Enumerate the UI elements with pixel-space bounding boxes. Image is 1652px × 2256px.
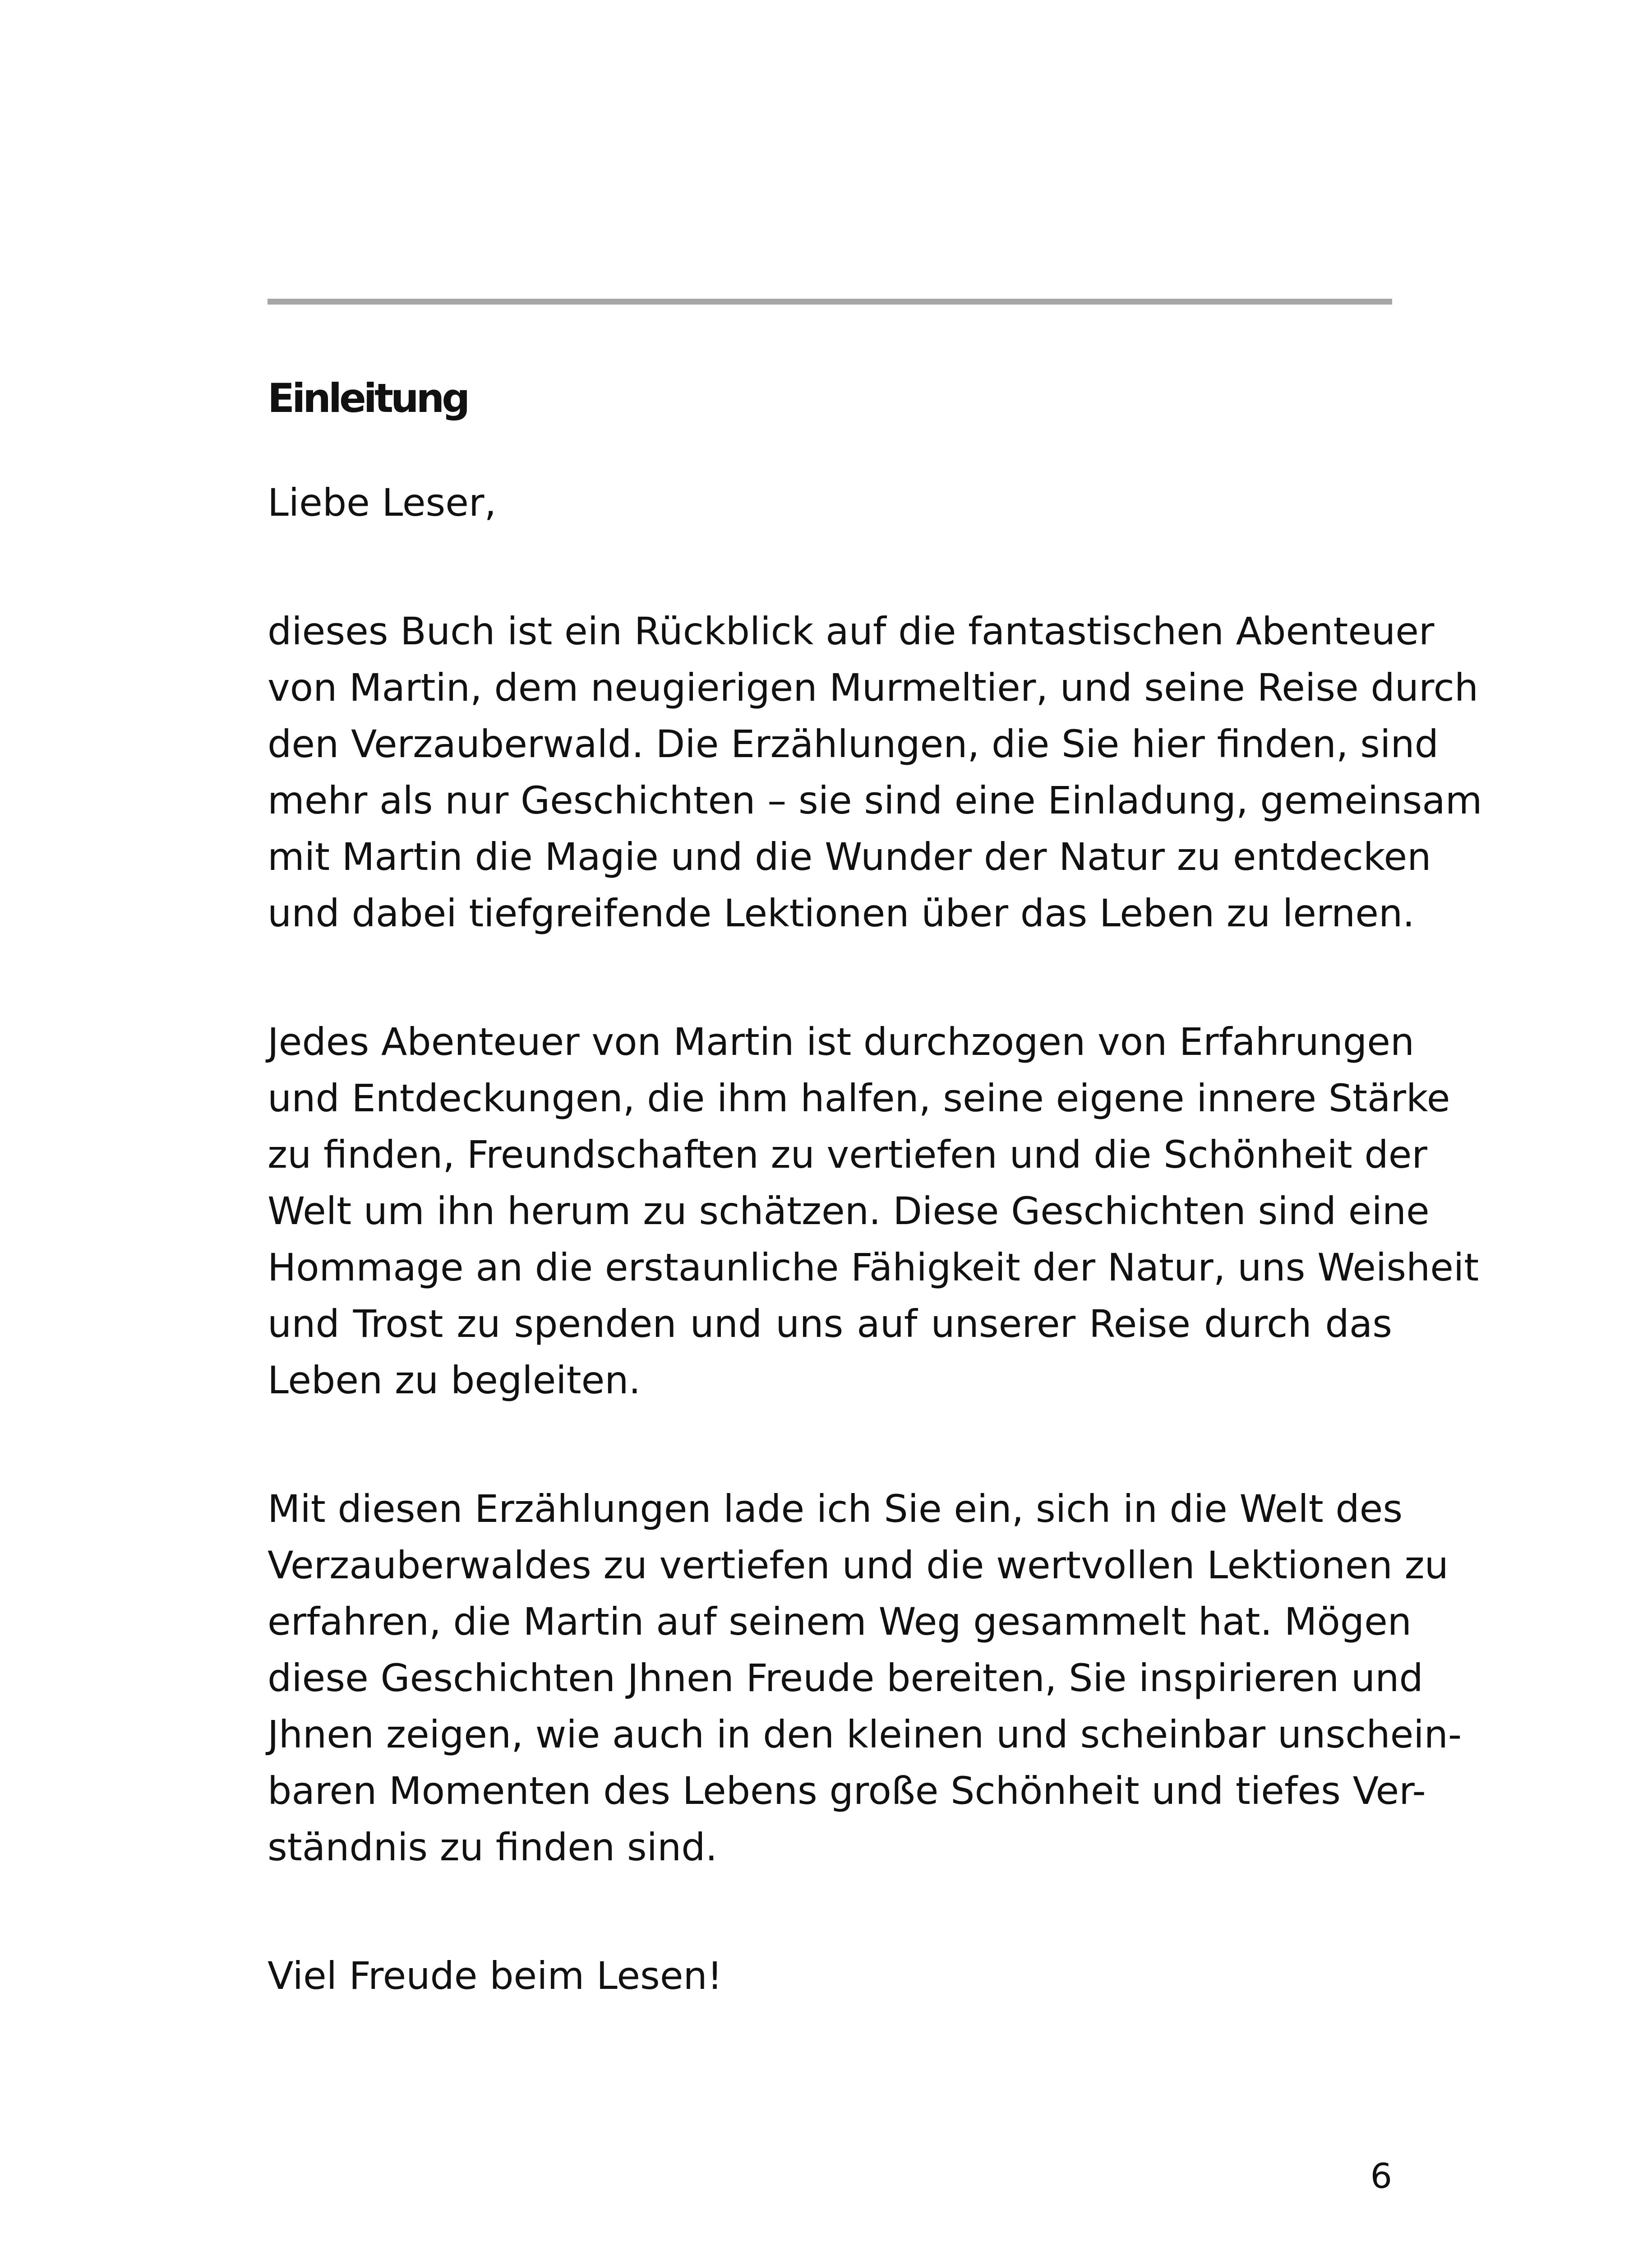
chapter-heading: Einleitung	[268, 375, 468, 421]
text-line: ständnis zu finden sind.	[268, 1825, 718, 1869]
text-line: Welt um ihn herum zu schätzen. Diese Geschichten sind eine	[268, 1189, 1430, 1233]
text-line: zu finden, Freundschaften zu vertiefen und die Schönheit der	[268, 1133, 1427, 1177]
closing-line: Viel Freude beim Lesen!	[268, 1954, 723, 1998]
text-line: und Entdeckungen, die ihm halfen, seine eigene innere Stärke	[268, 1076, 1450, 1120]
text-line: Mit diesen Erzählungen lade ich Sie ein, sich in die Welt des	[268, 1487, 1403, 1531]
text-line: baren Momenten des Lebens große Schönheit und tiefes Ver-	[268, 1769, 1426, 1813]
greeting: Liebe Leser,	[268, 481, 497, 525]
text-line: Jhnen zeigen, wie auch in den kleinen und scheinbar unschein-	[268, 1712, 1462, 1757]
text-line: mehr als nur Geschichten – sie sind eine Einladung, gemeinsam	[268, 778, 1482, 823]
text-line: diese Geschichten Jhnen Freude bereiten, Sie inspirieren und	[268, 1656, 1423, 1700]
text-line: erfahren, die Martin auf seinem Weg gesammelt hat. Mögen	[268, 1600, 1412, 1644]
page-content	[268, 370, 1482, 2004]
text-line: Jedes Abenteuer von Martin ist durchzogen von Erfahrungen	[268, 1020, 1415, 1064]
text-line: Leben zu begleiten.	[268, 1358, 641, 1402]
header-rule	[268, 299, 1392, 305]
text-line: mit Martin die Magie und die Wunder der Natur zu entdecken	[268, 835, 1431, 879]
text-line: von Martin, dem neugierigen Murmeltier, und seine Reise durch	[268, 666, 1479, 710]
text-line: dieses Buch ist ein Rückblick auf die fantastischen Abenteuer	[268, 609, 1435, 653]
paragraph-1	[268, 603, 1482, 942]
text-line: den Verzauberwald. Die Erzählungen, die Sie hier finden, sind	[268, 722, 1439, 766]
text-line: und Trost zu spenden und uns auf unserer Reise durch das	[268, 1302, 1392, 1346]
paragraph-2	[268, 1014, 1479, 1409]
page-number: 6	[1370, 2156, 1392, 2196]
text-line: und dabei tiefgreifende Lektionen über das Leben zu lernen.	[268, 891, 1415, 935]
paragraph-3	[268, 1481, 1462, 1876]
text-line: Verzauberwaldes zu vertiefen und die wertvollen Lektionen zu	[268, 1543, 1449, 1587]
text-line: Hommage an die erstaunliche Fähigkeit der Natur, uns Weisheit	[268, 1245, 1479, 1290]
